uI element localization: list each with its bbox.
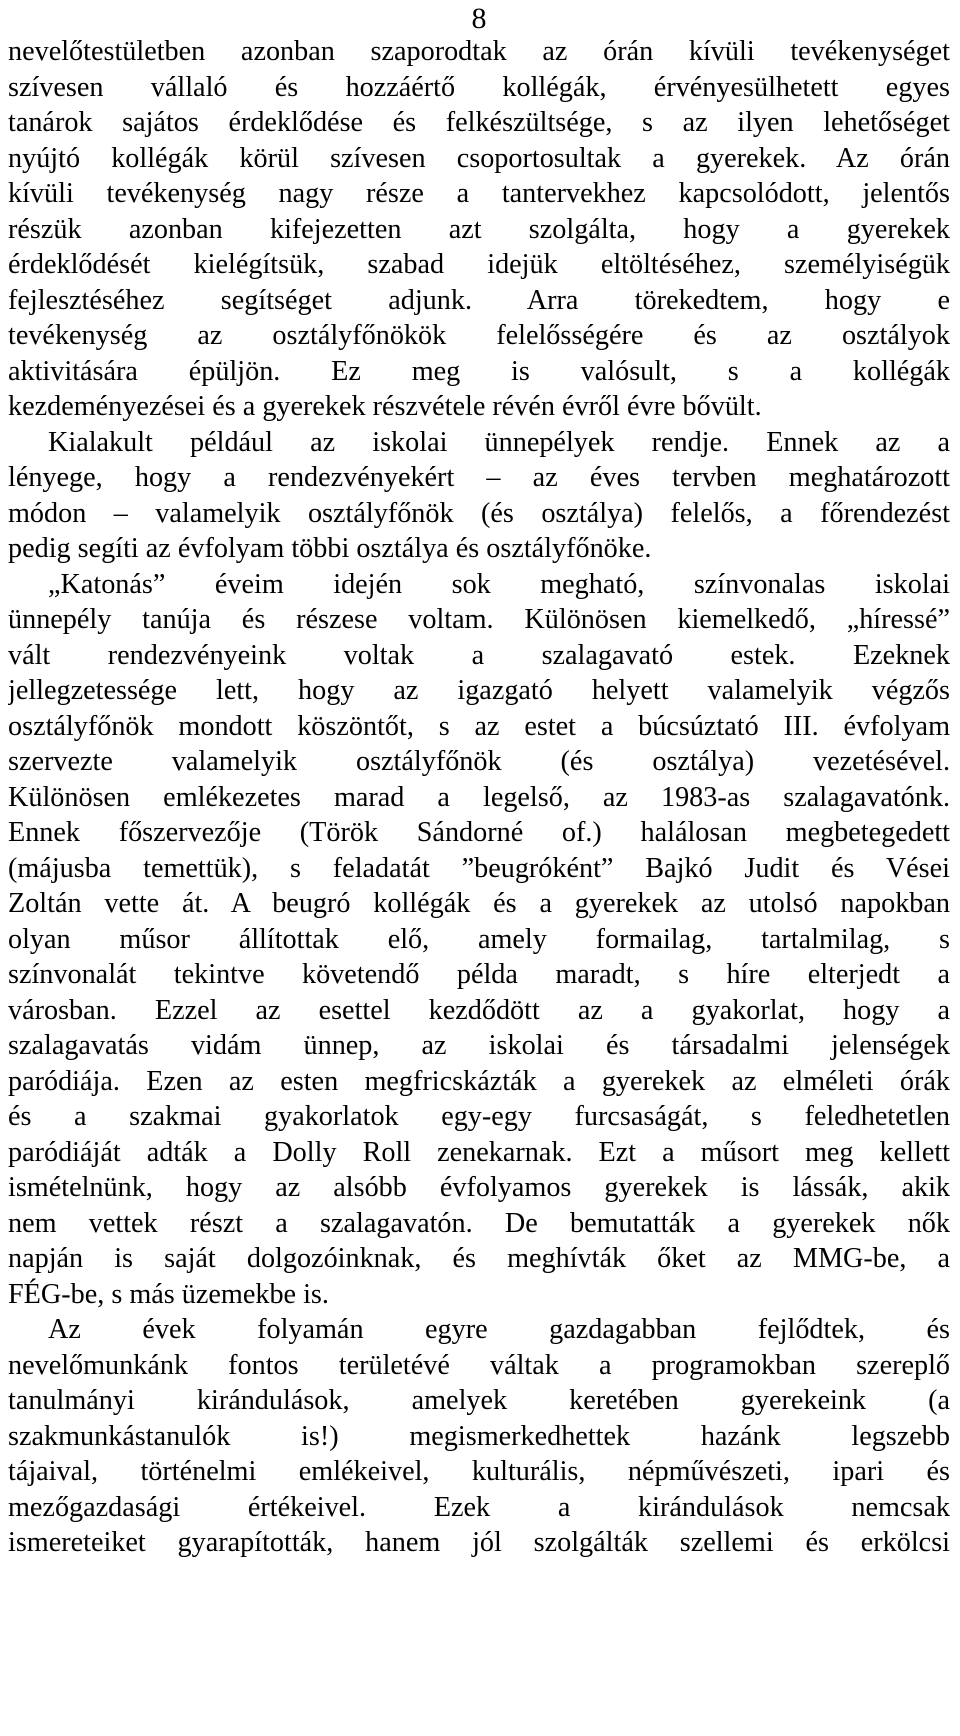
text-line: ismételnünk, hogy az alsóbb évfolyamos gyerekek is lássák, akik — [8, 1172, 950, 1203]
text-line: Ennek főszervezője (Török Sándorné of.) halálosan megbetegedett — [8, 817, 950, 848]
paragraph-4 — [8, 1312, 950, 1561]
text-line: szívesen vállaló és hozzáértő kollégák, érvényesülhetett egyes — [8, 71, 950, 103]
text-line: lényege, hogy a rendezvényekért – az éves tervben meghatározott — [8, 462, 950, 493]
text-line: módon – valamelyik osztályfőnök (és osztálya) felelős, a főrendezést — [8, 497, 950, 529]
text-line: Különösen emlékezetes marad a legelső, az 1983-as szalagavatónk. — [8, 781, 950, 813]
text-line: kezdeményezései és a gyerekek részvétele révén évről évre bővült. — [8, 391, 762, 422]
text-line: mezőgazdasági értékeivel. Ezek a kirándulások nemcsak — [8, 1491, 950, 1523]
text-line: vált rendezvényeink voltak a szalagavató estek. Ezeknek — [8, 639, 950, 671]
paragraph-1 — [8, 34, 950, 425]
text-line: fejlesztéséhez segítséget adjunk. Arra törekedtem, hogy e — [8, 284, 950, 316]
text-line: szalagavatás vidám ünnep, az iskolai és társadalmi jelenségek — [8, 1030, 950, 1061]
text-line: Kialakult például az iskolai ünnepélyek rendje. Ennek az a — [48, 426, 950, 458]
text-line: „Katonás” éveim idején sok megható, színvonalas iskolai — [48, 568, 950, 600]
text-line: FÉG-be, s más üzemekbe is. — [8, 1278, 329, 1310]
text-line: tájaival, történelmi emlékeivel, kulturális, népművészeti, ipari és — [8, 1456, 950, 1487]
text-line: olyan műsor állítottak elő, amely formailag, tartalmilag, s — [8, 923, 950, 955]
text-line: városban. Ezzel az esettel kezdődött az a gyakorlat, hogy a — [8, 994, 950, 1026]
text-line: napján is saját dolgozóinknak, és meghívták őket az MMG-be, a — [8, 1243, 950, 1274]
paragraph-3 — [8, 567, 950, 1313]
text-line: (májusba temettük), s feladatát ”beugróként” Bajkó Judit és Vései — [8, 852, 950, 884]
text-line: nyújtó kollégák körül szívesen csoportosultak a gyerekek. Az órán — [8, 142, 950, 174]
text-line: és a szakmai gyakorlatok egy-egy furcsaságát, s feledhetetlen — [8, 1101, 950, 1132]
text-line: paródiáját adták a Dolly Roll zenekarnak. Ezt a műsort meg kellett — [8, 1136, 950, 1168]
text-line: pedig segíti az évfolyam többi osztálya és osztályfőnöke. — [8, 533, 652, 564]
text-line: ünnepély tanúja és részese voltam. Különösen kiemelkedő, „híressé” — [8, 604, 950, 635]
text-line: nevelőtestületben azonban szaporodtak az órán kívüli tevékenységet — [8, 36, 950, 67]
text-line: kívüli tevékenység nagy része a tantervekhez kapcsolódott, jelentős — [8, 178, 950, 209]
paragraph-2 — [8, 425, 950, 567]
page-number: 8 — [471, 2, 487, 35]
text-line: nem vettek részt a szalagavatón. De bemutatták a gyerekek nők — [8, 1207, 950, 1239]
text-line: érdeklődését kielégítsük, szabad idejük eltöltéséhez, személyiségük — [8, 249, 950, 280]
text-line: jellegzetessége lett, hogy az igazgató helyett valamelyik végzős — [8, 675, 950, 706]
text-line: tanárok sajátos érdeklődése és felkészültsége, s az ilyen lehetőséget — [8, 107, 950, 138]
text-line: osztályfőnök mondott köszöntőt, s az estet a búcsúztató III. évfolyam — [8, 710, 950, 742]
text-line: szervezte valamelyik osztályfőnök (és osztálya) vezetésével. — [8, 746, 950, 777]
text-line: ismereteiket gyarapították, hanem jól szolgálták szellemi és erkölcsi — [8, 1527, 950, 1558]
text-line: paródiája. Ezen az esten megfricskázták a gyerekek az elméleti órák — [8, 1065, 950, 1097]
text-line: részük azonban kifejezetten azt szolgálta, hogy a gyerekek — [8, 213, 950, 245]
text-line: Az évek folyamán egyre gazdagabban fejlődtek, és — [48, 1314, 950, 1345]
text-line: aktivitására épüljön. Ez meg is valósult, s a kollégák — [8, 355, 950, 387]
text-line: szakmunkástanulók is!) megismerkedhettek hazánk legszebb — [8, 1420, 950, 1452]
text-line: tevékenység az osztályfőnökök felelősségére és az osztályok — [8, 320, 950, 351]
text-line: tanulmányi kirándulások, amelyek keretében gyerekeink (a — [8, 1385, 950, 1416]
text-line: színvonalát tekintve követendő példa maradt, s híre elterjedt a — [8, 959, 950, 990]
text-line: Zoltán vette át. A beugró kollégák és a gyerekek az utolsó napokban — [8, 888, 950, 919]
text-line: nevelőmunkánk fontos területévé váltak a programokban szereplő — [8, 1349, 950, 1381]
